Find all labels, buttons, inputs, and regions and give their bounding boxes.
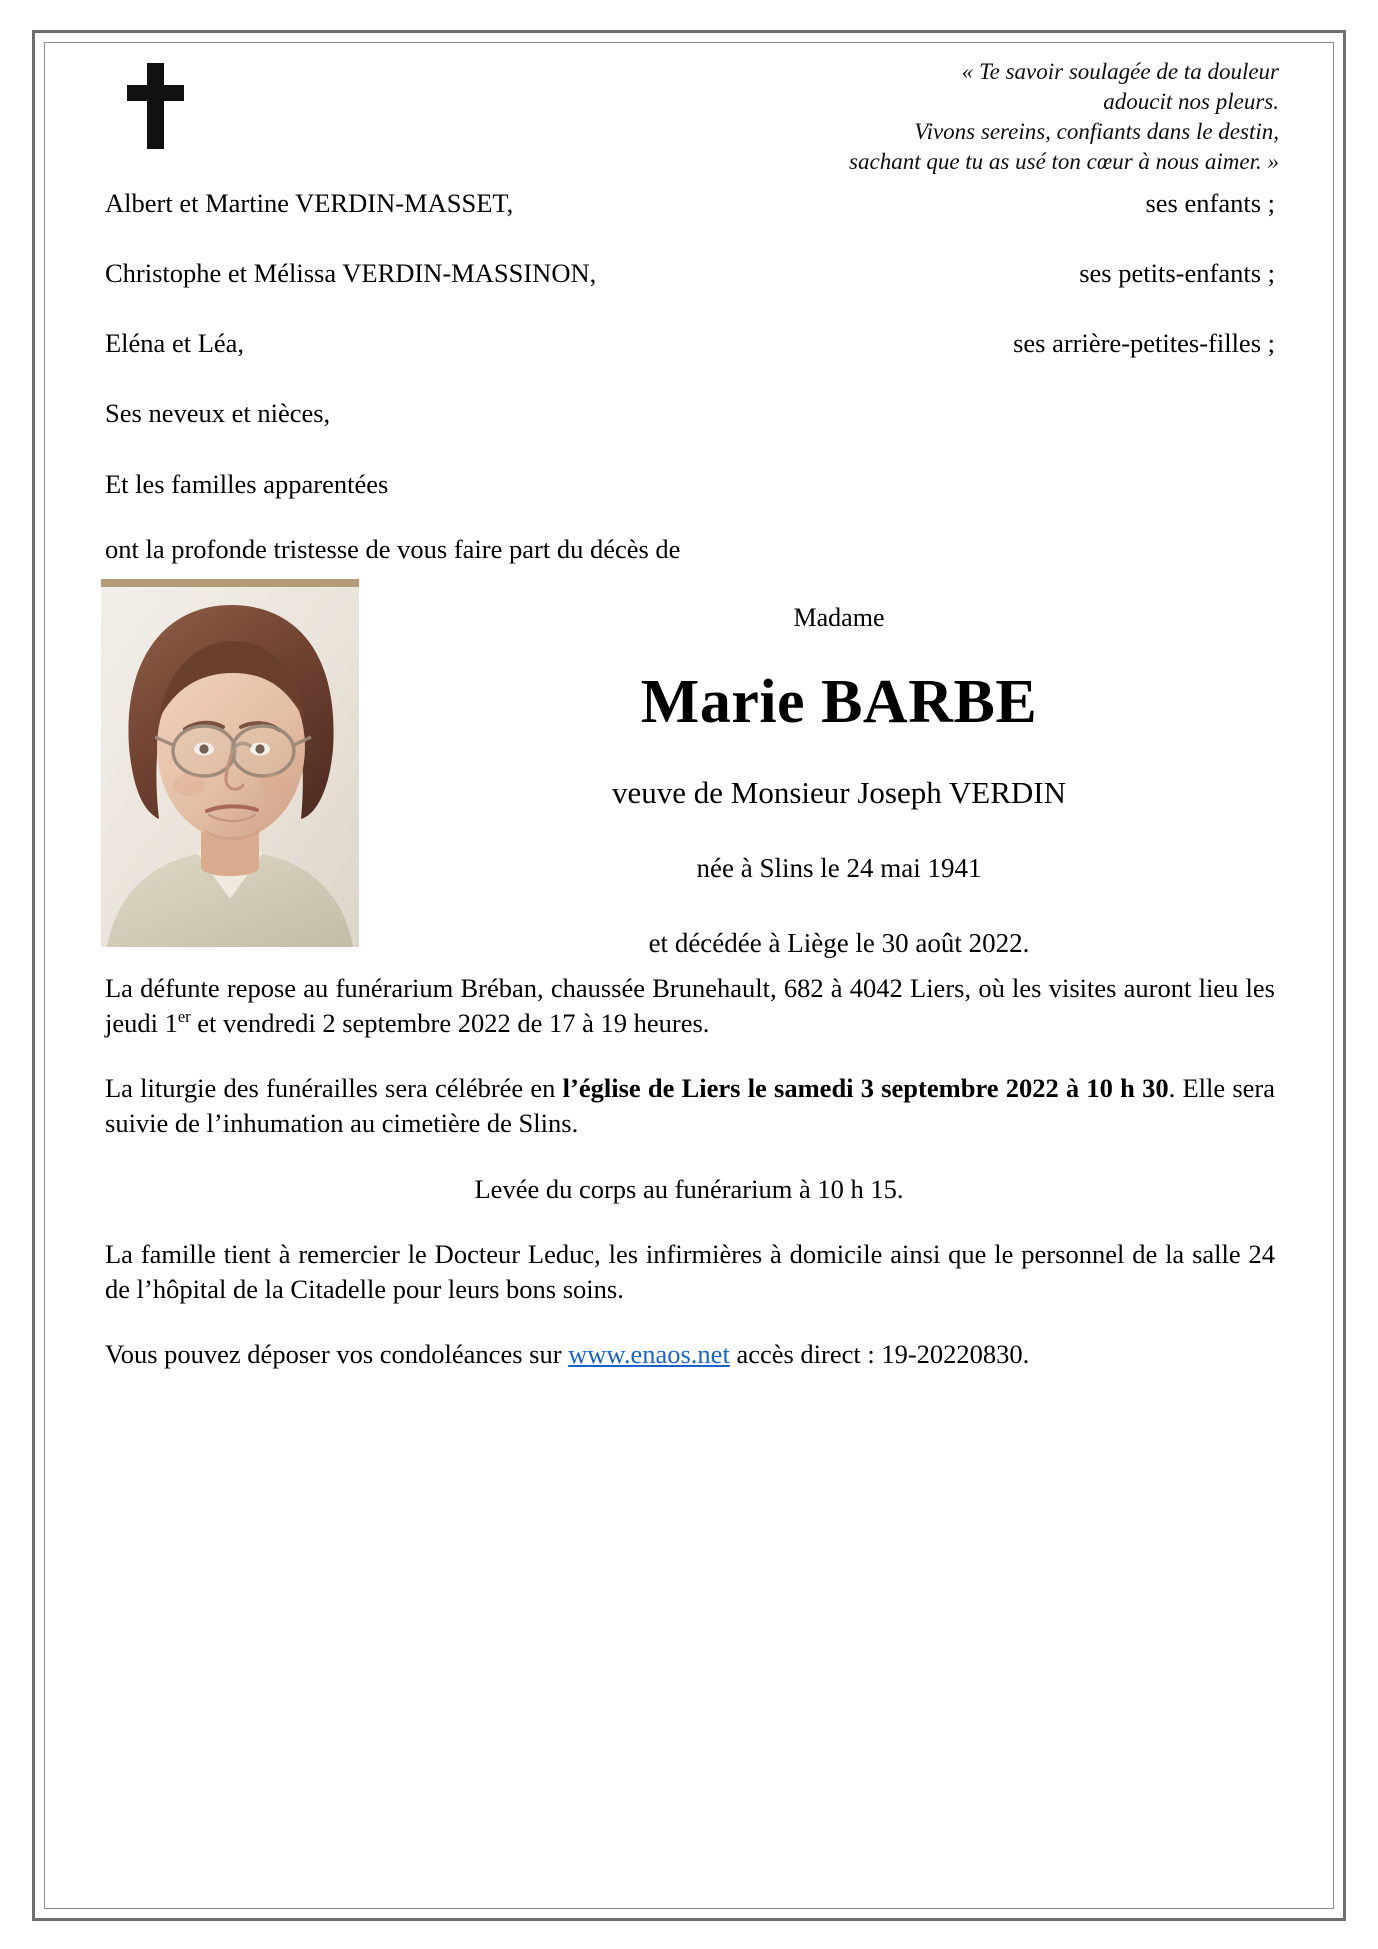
deceased-title: Madame (793, 602, 885, 632)
paragraph-condolences (99, 1337, 1279, 1372)
family-names: Ses neveux et nièces, (105, 398, 331, 429)
cross-vertical-bar (147, 63, 164, 149)
paragraph-repose (99, 971, 1279, 1041)
condolences-text-part1: Vous pouvez déposer vos condoléances sur (105, 1339, 569, 1370)
epigraph-line-2: adoucit nos pleurs. (1103, 88, 1279, 114)
repose-ordinal-suffix: er (177, 1007, 191, 1027)
announcement-intro: ont la profonde tristesse de vous faire part du décès de (105, 533, 681, 564)
deceased-name: Marie BARBE (640, 667, 1038, 736)
liturgy-church-datetime: l’église de Liers le samedi 3 septembre 2022 à 10 h 30 (562, 1073, 1169, 1104)
epigraph-line-3: Vivons sereins, confiants dans le destin, (914, 118, 1279, 144)
epigraph-quote (639, 57, 1279, 177)
family-names: Eléna et Léa, (105, 328, 245, 359)
deceased-widow-of: veuve de Monsieur Joseph VERDIN (611, 774, 1067, 810)
epigraph-line-4: sachant que tu as usé ton cœur à nous aimer. » (849, 148, 1279, 174)
liturgy-text-part2: . Elle sera suivie de l’inhumation au cimetière de Slins. (105, 1073, 1275, 1139)
repose-text-before: La défunte repose au funérarium Bréban, chaussée Brunehault, 682 à 4042 Liers, où les visites auront lieu les jeudi 1 (105, 972, 1275, 1038)
notice-header (99, 49, 1279, 174)
family-relation: ses enfants ; (1145, 188, 1275, 218)
paragraph-thanks: La famille tient à remercier le Docteur Leduc, les infirmières à domicile ainsi que le personnel de la salle 24 de l’hôpital de la Citadelle pour leurs bons soins. (105, 1238, 1275, 1305)
liturgy-text-part1: La liturgie des funérailles sera célébrée en (105, 1073, 563, 1104)
condolences-text-part2: accès direct : 19-20220830. (729, 1339, 1030, 1370)
family-relation: ses petits-enfants ; (1079, 258, 1275, 289)
portrait-photo (101, 579, 359, 947)
family-names: Christophe et Mélissa VERDIN-MASSINON, (105, 258, 597, 289)
cross-horizontal-bar (127, 85, 184, 101)
deceased-block (99, 579, 1279, 971)
notice-content (99, 49, 1279, 1902)
paragraph-levee-du-corps: Levée du corps au funérarium à 10 h 15. (474, 1173, 904, 1204)
latin-cross-icon (123, 63, 189, 149)
epigraph-line-1: « Te savoir soulagée de ta douleur (961, 59, 1279, 84)
deceased-birth: née à Slins le 24 mai 1941 (696, 852, 982, 883)
family-list (99, 187, 1279, 565)
repose-text-after: et vendredi 2 septembre 2022 de 17 à 19 heures. (190, 1007, 710, 1038)
paragraph-liturgy (99, 1071, 1279, 1141)
family-names: Albert et Martine VERDIN-MASSET, (105, 188, 514, 218)
family-row (99, 257, 1279, 290)
page-border-outer (32, 30, 1346, 1921)
family-row (99, 397, 1279, 430)
deceased-death: et décédée à Liège le 30 août 2022. (648, 927, 1030, 958)
condolences-website-link[interactable]: www.enaos.net (568, 1339, 730, 1370)
family-row (99, 327, 1279, 360)
deceased-details (399, 579, 1279, 959)
family-row (99, 468, 1279, 501)
family-relation: ses arrière-petites-filles ; (1013, 328, 1275, 359)
family-names: Et les familles apparentées (105, 468, 389, 499)
family-row (99, 187, 1279, 220)
